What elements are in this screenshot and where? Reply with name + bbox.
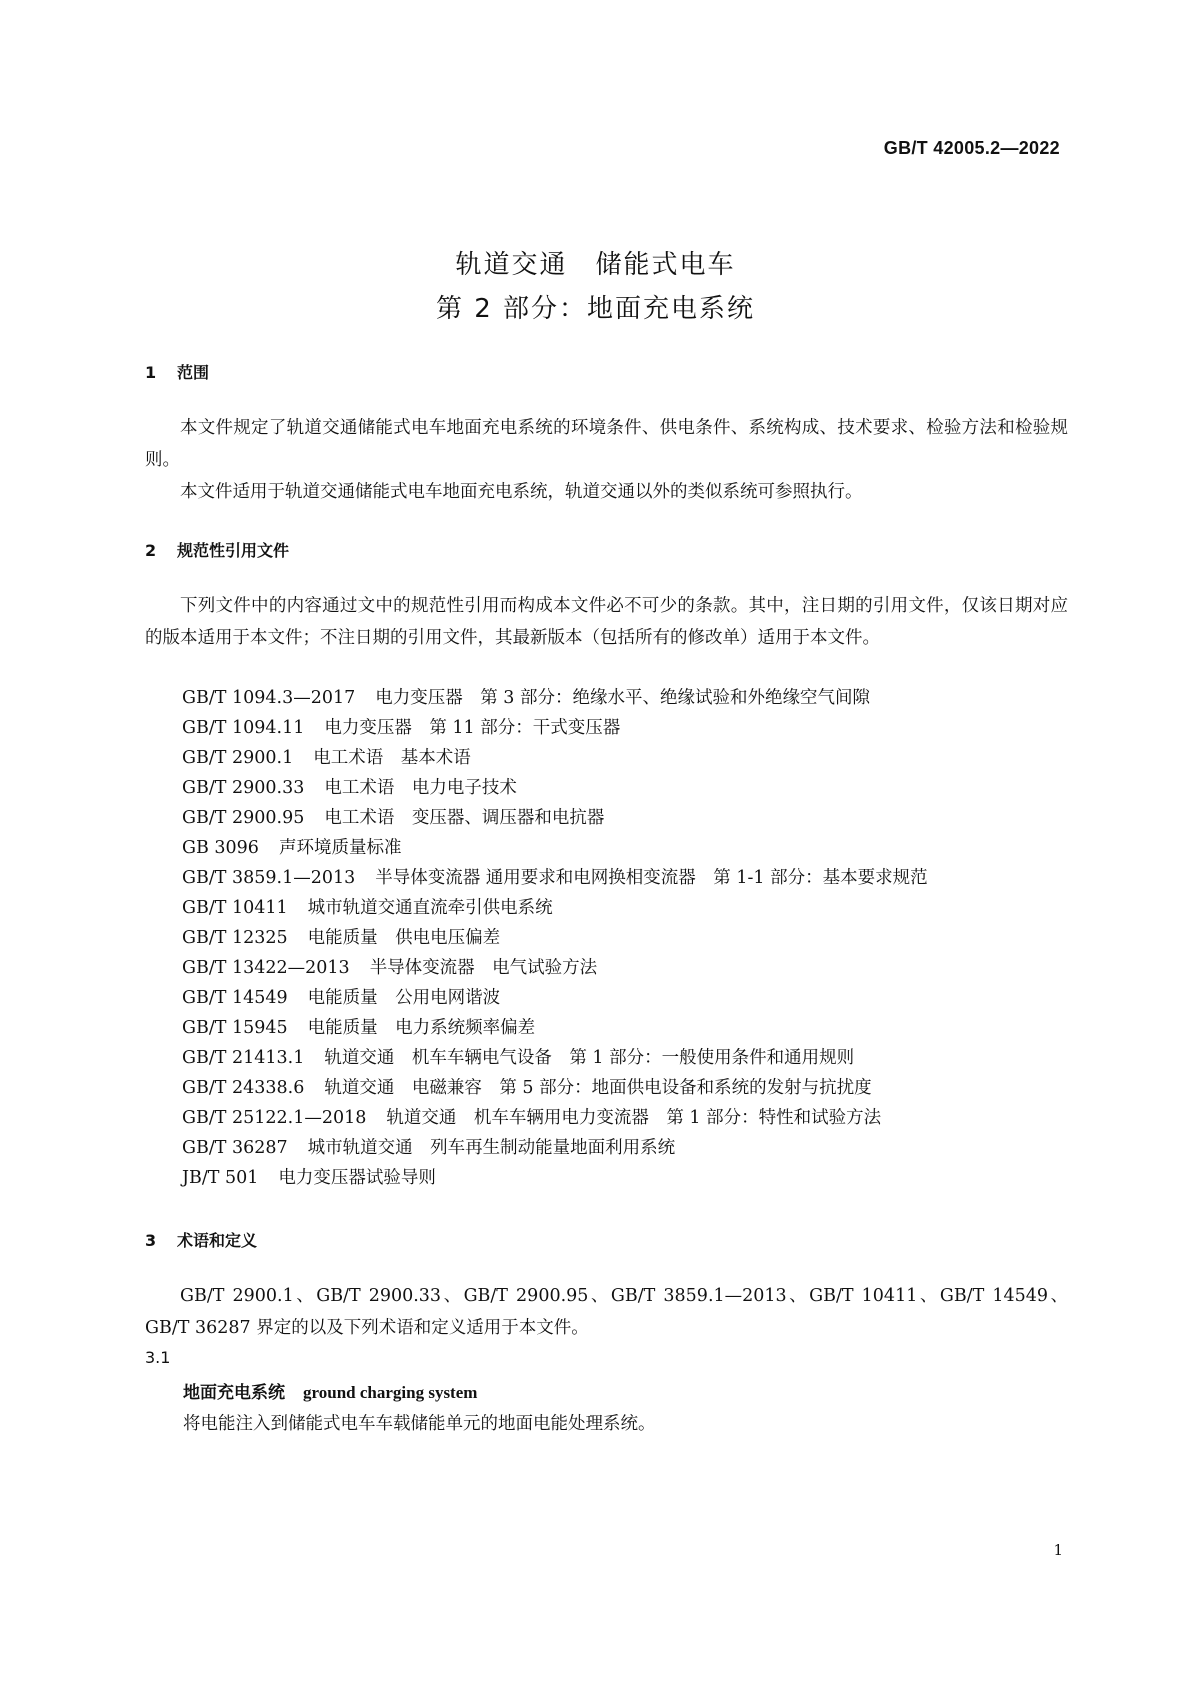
section-2-heading bbox=[145, 538, 289, 561]
section-title: 范围 bbox=[177, 363, 210, 382]
section-3-heading bbox=[145, 1228, 257, 1251]
reference-code: GB/T 2900.33 bbox=[182, 778, 305, 798]
reference-title: 电能质量 公用电网谐波 bbox=[307, 988, 501, 1008]
reference-item bbox=[182, 1102, 881, 1134]
reference-item bbox=[182, 802, 604, 834]
section-title: 规范性引用文件 bbox=[177, 541, 290, 560]
reference-code: GB/T 1094.3—2017 bbox=[182, 688, 356, 708]
reference-code: GB/T 14549 bbox=[182, 988, 288, 1008]
reference-code: GB 3096 bbox=[182, 838, 259, 858]
reference-item bbox=[182, 862, 928, 894]
scope-paragraph-1: 本文件规定了轨道交通储能式电车地面充电系统的环境条件、供电条件、系统构成、技术要求、检验方法和检验规则。 bbox=[145, 418, 1068, 470]
reference-title: 半导体变流器 通用要求和电网换相变流器 第 1-1 部分：基本要求规范 bbox=[375, 868, 928, 888]
reference-item bbox=[182, 1132, 675, 1164]
section-number: 1 bbox=[145, 363, 157, 382]
reference-code: GB/T 25122.1—2018 bbox=[182, 1108, 367, 1128]
reference-code: GB/T 1094.11 bbox=[182, 718, 305, 738]
reference-code: GB/T 12325 bbox=[182, 928, 288, 948]
reference-item bbox=[182, 922, 500, 954]
standard-code: GB/T 42005.2—2022 bbox=[883, 138, 1060, 158]
reference-title: 电能质量 电力系统频率偏差 bbox=[307, 1018, 536, 1038]
section-number: 3 bbox=[145, 1231, 157, 1250]
reference-code: GB/T 10411 bbox=[182, 898, 288, 918]
reference-title: 电力变压器 第 11 部分：干式变压器 bbox=[324, 718, 621, 738]
reference-title: 轨道交通 机车车辆用电力变流器 第 1 部分：特性和试验方法 bbox=[386, 1108, 882, 1128]
reference-code: JB/T 501 bbox=[182, 1168, 259, 1188]
scope-paragraph-2: 本文件适用于轨道交通储能式电车地面充电系统，轨道交通以外的类似系统可参照执行。 bbox=[180, 482, 863, 502]
reference-item bbox=[182, 1162, 436, 1194]
reference-item bbox=[182, 742, 471, 774]
term-english: ground charging system bbox=[303, 1383, 478, 1402]
reference-code: GB/T 15945 bbox=[182, 1018, 288, 1038]
reference-title: 电工术语 变压器、调压器和电抗器 bbox=[324, 808, 605, 828]
reference-item bbox=[182, 982, 500, 1014]
reference-title: 半导体变流器 电气试验方法 bbox=[369, 958, 598, 978]
reference-item bbox=[182, 1072, 872, 1104]
reference-title: 轨道交通 电磁兼容 第 5 部分：地面供电设备和系统的发射与抗扰度 bbox=[324, 1078, 872, 1098]
reference-code: GB/T 24338.6 bbox=[182, 1078, 305, 1098]
document-title-line-1: 轨道交通 储能式电车 bbox=[455, 250, 736, 280]
references-intro: 下列文件中的内容通过文中的规范性引用而构成本文件必不可少的条款。其中，注日期的引用文件，仅该日期对应的版本适用于本文件；不注日期的引用文件，其最新版本（包括所有的修改单）适用于本文件。 bbox=[145, 596, 1068, 648]
reference-title: 声环境质量标准 bbox=[278, 838, 402, 858]
term-entry bbox=[183, 1378, 477, 1403]
reference-title: 城市轨道交通直流牵引供电系统 bbox=[307, 898, 553, 918]
reference-item bbox=[182, 1042, 854, 1074]
term-chinese: 地面充电系统 bbox=[183, 1383, 285, 1403]
reference-item bbox=[182, 1012, 535, 1044]
reference-item bbox=[182, 892, 553, 924]
reference-title: 城市轨道交通 列车再生制动能量地面利用系统 bbox=[307, 1138, 676, 1158]
reference-title: 电力变压器 第 3 部分：绝缘水平、绝缘试验和外绝缘空气间隙 bbox=[375, 688, 871, 708]
clause-number: 3.1 bbox=[145, 1348, 171, 1367]
term-definition: 将电能注入到储能式电车车载储能单元的地面电能处理系统。 bbox=[183, 1414, 656, 1434]
reference-item bbox=[182, 832, 401, 864]
reference-item bbox=[182, 952, 597, 984]
reference-title: 电力变压器试验导则 bbox=[278, 1168, 436, 1188]
reference-title: 电能质量 供电电压偏差 bbox=[307, 928, 501, 948]
section-title: 术语和定义 bbox=[177, 1231, 258, 1250]
reference-code: GB/T 2900.95 bbox=[182, 808, 305, 828]
reference-title: 电工术语 基本术语 bbox=[313, 748, 471, 768]
reference-code: GB/T 13422—2013 bbox=[182, 958, 350, 978]
reference-item bbox=[182, 682, 870, 714]
section-1-heading bbox=[145, 360, 209, 383]
page-number: 1 bbox=[1053, 1541, 1063, 1559]
reference-code: GB/T 36287 bbox=[182, 1138, 288, 1158]
reference-code: GB/T 2900.1 bbox=[182, 748, 294, 768]
terms-intro: GB/T 2900.1、GB/T 2900.33、GB/T 2900.95、GB/T 3859.1—2013、GB/T 10411、GB/T 14549、GB/T 36287 界定的以及下列术语和定义适用于本文件。 bbox=[145, 1286, 1068, 1338]
reference-title: 电工术语 电力电子技术 bbox=[324, 778, 517, 798]
section-number: 2 bbox=[145, 541, 157, 560]
reference-item bbox=[182, 772, 517, 804]
reference-code: GB/T 21413.1 bbox=[182, 1048, 305, 1068]
document-title-line-2: 第 2 部分：地面充电系统 bbox=[435, 294, 756, 324]
reference-item bbox=[182, 712, 620, 744]
reference-code: GB/T 3859.1—2013 bbox=[182, 868, 356, 888]
reference-title: 轨道交通 机车车辆电气设备 第 1 部分：一般使用条件和通用规则 bbox=[324, 1048, 855, 1068]
